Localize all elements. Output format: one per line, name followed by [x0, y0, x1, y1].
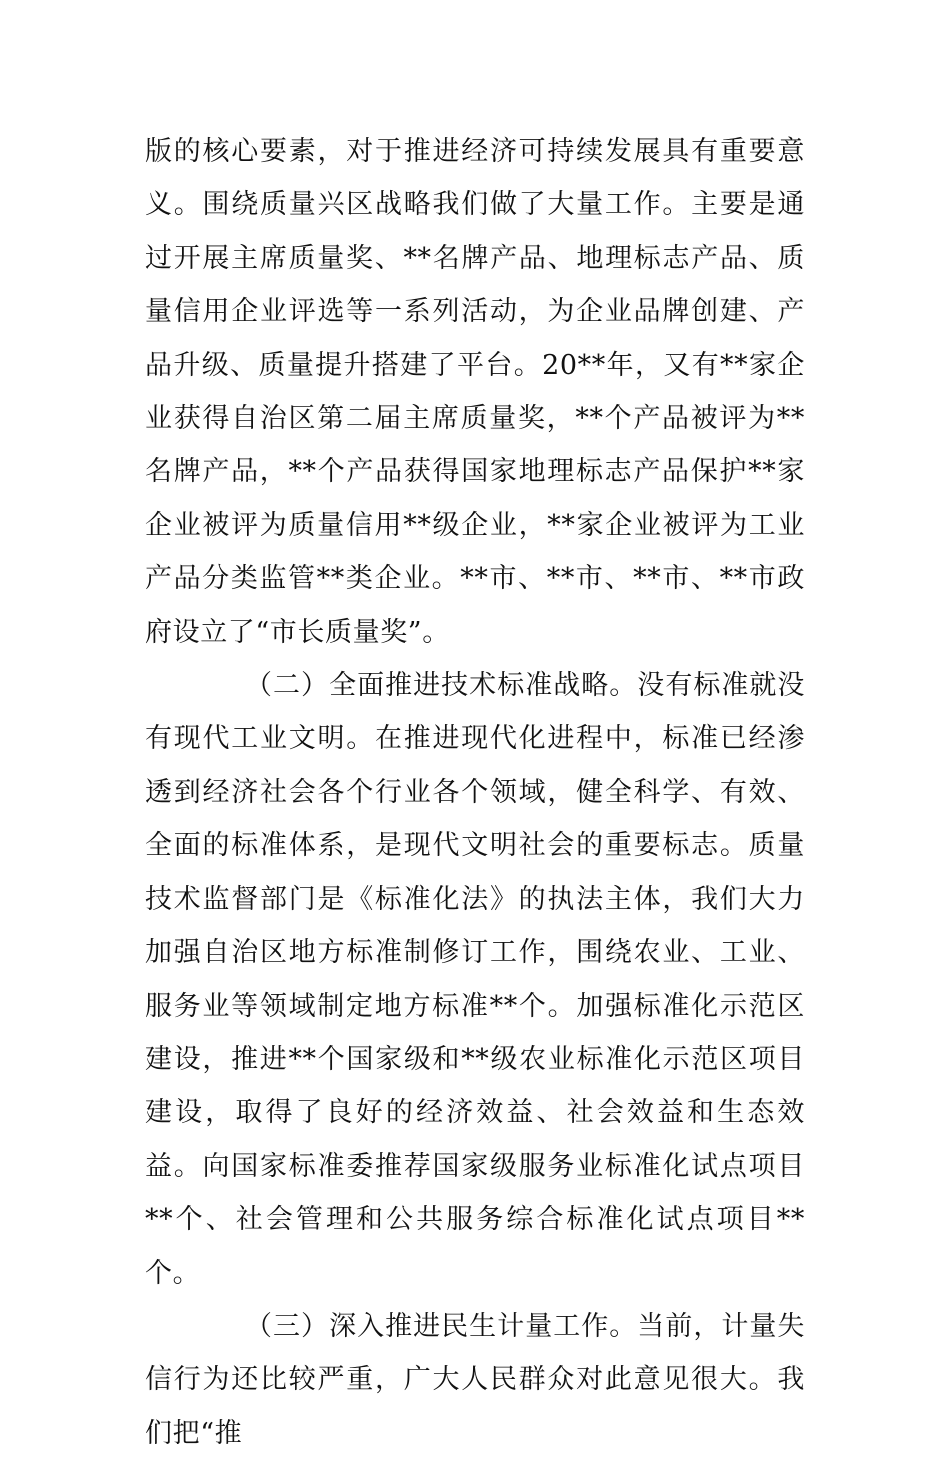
- paragraph-technical-standards: （二）全面推进技术标准战略。没有标准就没有现代工业文明。在推进现代化进程中，标准已经渗透到经济社会各个行业各个领域，健全科学、有效、全面的标准体系，是现代文明社会的重要标志。质量技术监督部门是《标准化法》的执法主体，我们大力加强自治区地方标准制修订工作，围绕农业、工业、服务业等领域制定地方标准**个。加强标准化示范区建设，推进**个国家级和**级农业标准化示范区项目建设，取得了良好的经济效益、社会效益和生态效益。向国家标准委推荐国家级服务业标准化试点项目**个、社会管理和公共服务综合标准化试点项目**个。: [145, 670, 805, 1289]
- paragraph-quality-brand: 版的核心要素，对于推进经济可持续发展具有重要意义。围绕质量兴区战略我们做了大量工作。主要是通过开展主席质量奖、**名牌产品、地理标志产品、质量信用企业评选等一系列活动，为企业品牌创建、产品升级、质量提升搭建了平台。20**年，又有**家企业获得自治区第二届主席质量奖，**个产品被评为**名牌产品，**个产品获得国家地理标志产品保护**家企业被评为质量信用**级企业，**家企业被评为工业产品分类监管**类企业。**市、**市、**市、**市政府设立了“市长质量奖”。: [145, 136, 805, 648]
- document-body: [145, 125, 805, 1460]
- paragraph-metrology: （三）深入推进民生计量工作。当前，计量失信行为还比较严重，广大人民群众对此意见很大。我们把“推: [145, 1310, 805, 1449]
